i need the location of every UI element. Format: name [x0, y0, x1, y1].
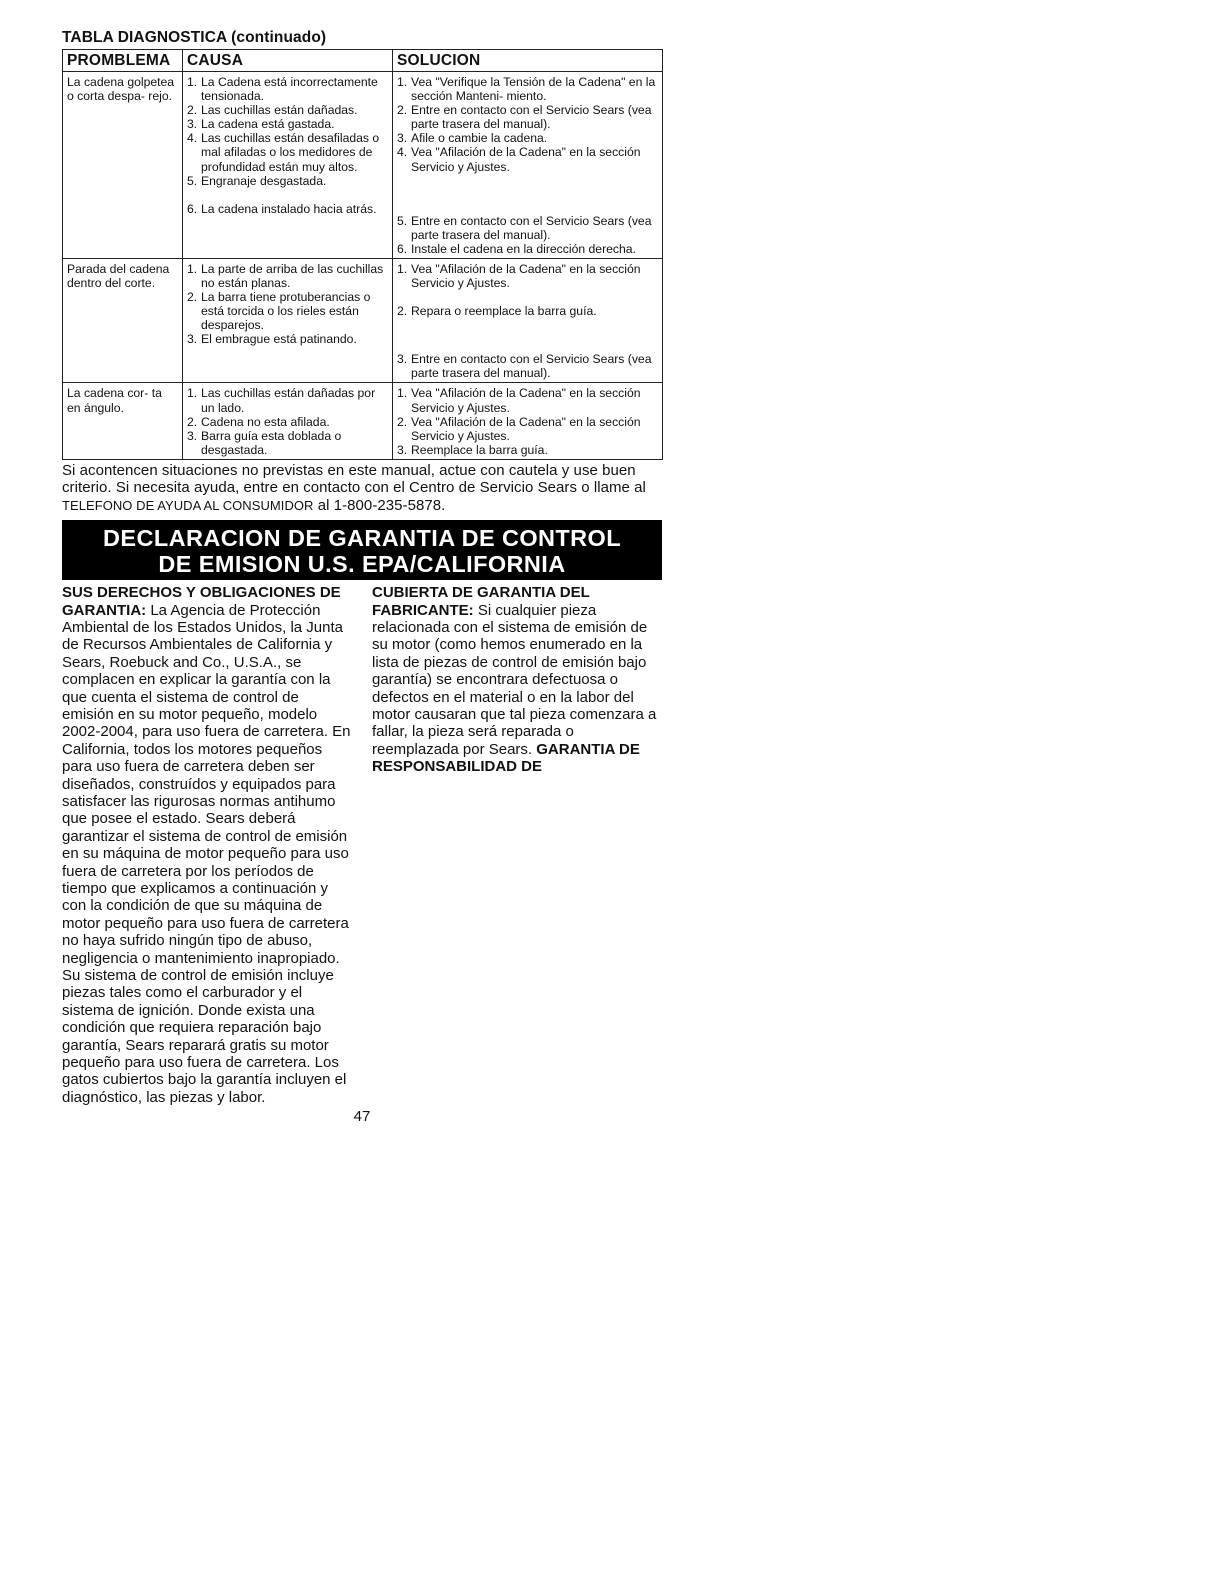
- table-row: [63, 72, 663, 259]
- warranty-banner: [62, 520, 662, 580]
- list-item: 3. Afile o cambie la cadena.: [397, 131, 548, 146]
- solution-cell: [393, 258, 663, 382]
- list-item: 3. Barra guía esta doblada o desgastada.: [187, 428, 342, 457]
- list-item: 1. La parte de arriba de las cuchillas no están planas.: [187, 261, 384, 291]
- header-problem: PROMBLEMA: [63, 50, 183, 72]
- heading-manufacturer-coverage: CUBIERTA DE GARANTIA DEL FABRICANTE:: [372, 584, 590, 619]
- banner-line-1: DECLARACION DE GARANTIA DE CONTROL: [103, 525, 621, 552]
- list-item: 2. Vea "Afilación de la Cadena" en la sección Servicio y Ajustes.: [397, 414, 641, 443]
- list-item: 4. Vea "Afilación de la Cadena" en la sección Servicio y Ajustes.: [397, 145, 641, 174]
- cause-cell: [183, 258, 393, 382]
- list-item: 2. Cadena no esta afilada.: [187, 414, 330, 429]
- manual-page: [62, 28, 662, 1125]
- warranty-text: [62, 584, 662, 1106]
- list-item: 2. Las cuchillas están dañadas.: [187, 103, 358, 118]
- header-solution: SOLUCION: [393, 50, 663, 72]
- table-row: [63, 258, 663, 382]
- list-item: 2. Entre en contacto con el Servicio Sears (vea parte trasera del manual).: [397, 103, 652, 132]
- solution-cell: [393, 72, 663, 259]
- list-item: 5. Engranaje desgastada.: [187, 173, 327, 188]
- spacer: [397, 338, 658, 352]
- spacer: [397, 318, 658, 338]
- list-item: 5. Entre en contacto con el Servicio Sears (vea parte trasera del manual).: [397, 213, 652, 242]
- table-row: [63, 383, 663, 459]
- problem-cell: La cadena golpetea o corta despa- rejo.: [63, 72, 183, 259]
- page-number: 47: [353, 1108, 371, 1126]
- list-item: 1. Las cuchillas están dañadas por un lado.: [187, 386, 376, 415]
- list-item: 4. Las cuchillas están desafiladas o mal afiladas o los medidores de profundidad están muy altos.: [187, 131, 380, 174]
- cause-cell: [183, 383, 393, 459]
- list-item: 3. La cadena está gastada.: [187, 117, 335, 132]
- list-item: 3. El embrague está patinando.: [187, 332, 357, 347]
- spacer: [397, 174, 658, 194]
- list-item: 6. Instale el cadena en la dirección derecha.: [397, 241, 636, 256]
- diagnostic-table: [62, 49, 663, 460]
- list-item: 3. Entre en contacto con el Servicio Sears (vea parte trasera del manual).: [397, 352, 652, 381]
- list-item: 1. Vea "Afilación de la Cadena" en la sección Servicio y Ajustes.: [397, 261, 641, 291]
- spacer: [397, 290, 658, 304]
- problem-cell: Parada del cadena dentro del corte.: [63, 258, 183, 382]
- banner-line-2: DE EMISION U.S. EPA/CALIFORNIA: [158, 551, 566, 578]
- spacer: [187, 188, 388, 202]
- table-title: TABLA DIAGNOSTICA (continuado): [62, 29, 327, 46]
- cause-cell: [183, 72, 393, 259]
- header-cause: CAUSA: [183, 50, 393, 72]
- service-note: Si acontencen situaciones no previstas en este manual, actue con cautela y use buen criterio. Si necesita ayuda, entre en contacto con el Centro de Servicio Sears o llame al TELEFONO DE AYUDA AL CONSUMIDOR al 1-800-235-5878.: [62, 461, 646, 514]
- list-item: 2. Repara o reemplace la barra guía.: [397, 304, 597, 319]
- list-item: 1. Vea "Verifique la Tensión de la Cadena" en la sección Manteni- miento.: [397, 75, 656, 104]
- spacer: [397, 194, 658, 214]
- problem-cell: La cadena cor- ta en ángulo.: [63, 383, 183, 459]
- solution-cell: [393, 383, 663, 459]
- table-header-row: [63, 50, 663, 72]
- list-item: 1. La Cadena está incorrectamente tensionada.: [187, 75, 378, 104]
- list-item: 2. La barra tiene protuberancias o está torcida o los rieles están desparejos.: [187, 290, 371, 333]
- warranty-column-right: CUBIERTA DE GARANTIA DEL FABRICANTE: Si cualquier pieza relacionada con el sistema de emisión de su motor (como hemos enumerado en la lista de piezas de control de emisión bajo garantía) se encontrara defectuosa o defectos en el material o en la labor del motor causaran que tal pieza comenzara a fallar, la pieza será reparada o reemplazada por Sears. GARANTIA DE RESPONSABILIDAD DE: [372, 584, 657, 776]
- helpline-label: TELEFONO DE AYUDA AL CONSUMIDOR: [62, 497, 314, 513]
- warranty-column-left: SUS DERECHOS Y OBLIGACIONES DE GARANTIA: La Agencia de Protección Ambiental de los Estados Unidos, la Junta de Recursos Ambientales de California y Sears, Roebuck and Co., U.S.A., se complacen en explicar la garantía con la que cuenta el sistema de control de emisión en su motor pequeño, modelo 2002-2004, para uso fuera de carretera. En California, todos los motores pequeños para uso fuera de carretera deben ser diseñados, construídos y equipados para satisfacer las rigurosas normas antihumo que posee el estado. Sears deberá garantizar el sistema de control de emisión en su máquina de motor pequeño para uso fuera de carretera por los períodos de tiempo que explicamos a continuación y con la condición de que su máquina de motor pequeño para uso fuera de carretera no haya sufrido ningún tipo de abuso, negligencia o mantenimiento inapropiado. Su sistema de control de emisión incluye piezas tales como el carburador y el sistema de ignición. Donde exista una condición que requiera reparación bajo garantía, Sears reparará gratis su motor pequeño para uso fuera de carretera. Los gatos cubiertos bajo la garantía incluyen el diagnóstico, las piezas y labor.: [62, 584, 351, 1106]
- heading-responsibility: GARANTIA DE RESPONSABILIDAD DE: [372, 740, 640, 776]
- heading-rights: SUS DERECHOS Y OBLIGACIONES DE GARANTIA:: [62, 584, 341, 619]
- list-item: 3. Reemplace la barra guía.: [397, 442, 548, 457]
- list-item: 1. Vea "Afilación de la Cadena" en la sección Servicio y Ajustes.: [397, 386, 641, 415]
- list-item: 6. La cadena instalado hacia atrás.: [187, 201, 377, 216]
